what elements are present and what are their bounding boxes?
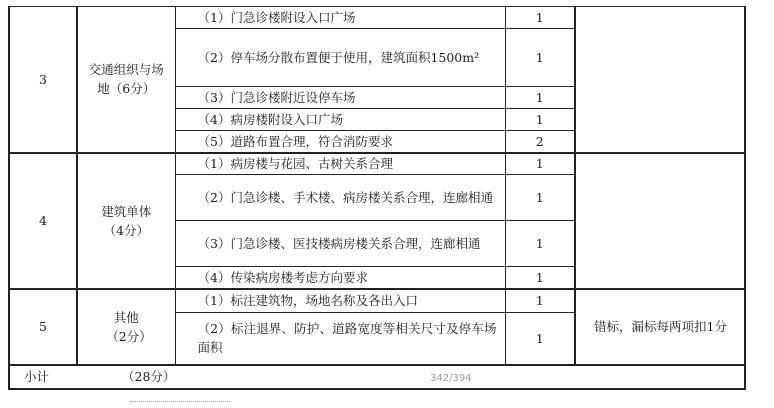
item-text: （4）传染病房楼考虑方向要求 <box>175 267 505 289</box>
item-score: 1 <box>505 109 575 131</box>
item-text: （3）门急诊楼、医技楼病房楼关系合理，连廊相通 <box>175 221 505 267</box>
group-note: 错标，漏标每两项扣1分 <box>575 289 745 365</box>
item-score: 1 <box>505 7 575 29</box>
item-text-value: （2）停车场分散布置便于使用，建筑面积1500m² <box>197 50 480 65</box>
item-text <box>175 29 505 87</box>
table-row <box>9 7 745 29</box>
group-note <box>575 7 745 153</box>
item-text: （4）病房楼附设入口广场 <box>175 109 505 131</box>
group-number: 3 <box>9 7 77 153</box>
table-row <box>9 289 745 313</box>
scan-artifact <box>130 401 230 406</box>
group-category: 其他（2分） <box>77 289 175 365</box>
group-note <box>575 153 745 289</box>
item-score: 1 <box>505 289 575 313</box>
scoring-table <box>8 6 746 390</box>
group-category: 交通组织与场地（6分） <box>77 7 175 153</box>
subtotal-value: （28分） <box>122 368 176 384</box>
item-score: 1 <box>505 267 575 289</box>
item-score: 1 <box>505 175 575 221</box>
item-score: 2 <box>505 131 575 153</box>
item-text: （5）道路布置合理，符合消防要求 <box>175 131 505 153</box>
item-score: 1 <box>505 221 575 267</box>
item-score: 1 <box>505 87 575 109</box>
item-text: （1）标注建筑物，场地名称及各出入口 <box>175 289 505 313</box>
item-text: （1）门急诊楼附设入口广场 <box>175 7 505 29</box>
table-row <box>9 153 745 175</box>
item-text: （2）标注退界、防护、道路宽度等相关尺寸及停车场面积 <box>175 313 505 365</box>
group-number: 4 <box>9 153 77 289</box>
group-category: 建筑单体（4分） <box>77 153 175 289</box>
item-text: （3）门急诊楼附近设停车场 <box>175 87 505 109</box>
subtotal-cell <box>9 365 745 389</box>
item-text: （1）病房楼与花园、古树关系合理 <box>175 153 505 175</box>
item-text: （2）门急诊楼、手术楼、病房楼关系合理，连廊相通 <box>175 175 505 221</box>
item-score: 1 <box>505 153 575 175</box>
scoring-table-sheet <box>8 6 744 398</box>
page-number: 342/394 <box>430 372 472 384</box>
subtotal-row <box>9 365 745 389</box>
item-score: 1 <box>505 313 575 365</box>
group-number: 5 <box>9 289 77 365</box>
subtotal-label: 小计 <box>24 368 50 384</box>
item-score: 1 <box>505 29 575 87</box>
